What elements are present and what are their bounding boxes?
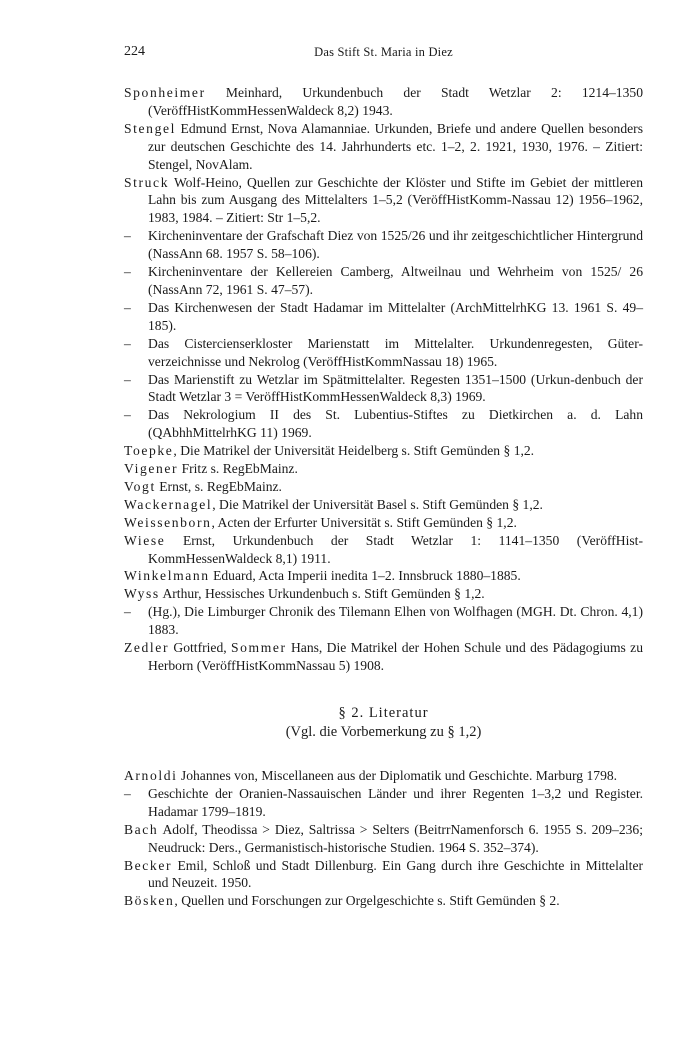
entry-author: Vogt [124, 478, 156, 494]
literature-list [124, 767, 643, 910]
entry-author: Bösken [124, 893, 175, 909]
entry-text: Das Nekrologium II des St. Lubentius-Stiftes zu Dietkirchen a. d. Lahn (QAbhhMittelrhKG 11) 1969. [148, 407, 643, 441]
entry-author: Stengel [124, 120, 176, 136]
bibliography-entry [124, 857, 643, 893]
bibliography-entry [124, 767, 643, 785]
bibliography-entry [124, 120, 643, 174]
entry-text: , Die Matrikel der Universität Basel s. Stift Gemünden § 1,2. [212, 496, 543, 512]
entry-author: Becker [124, 857, 173, 873]
bibliography-entry [124, 174, 643, 228]
entry-author: Wackernagel [124, 496, 213, 512]
entry-text: Johannes von, Miscellaneen aus der Diplomatik und Geschichte. Marburg 1798. [177, 768, 618, 783]
page-number: 224 [124, 44, 145, 59]
entry-text: (Hg.), Die Limburger Chronik des Tilemann Elhen von Wolfhagen (MGH. Dt. Chron. 4,1) 1883. [148, 604, 643, 638]
entry-text: Ernst, s. RegEbMainz. [155, 478, 282, 494]
ditto-dash: – [124, 785, 131, 801]
entry-text: Eduard, Acta Imperii inedita 1–2. Innsbruck 1880–1885. [209, 568, 521, 584]
entry-author: Wiese [124, 532, 166, 548]
entry-text: Fritz s. RegEbMainz. [178, 461, 298, 477]
ditto-dash: – [124, 604, 131, 620]
ditto-dash: – [124, 228, 131, 244]
entry-text: Gottfried, [169, 640, 231, 656]
entry-author: Bach [124, 821, 159, 837]
bibliography-entry [124, 442, 643, 460]
bibliography-entry [124, 460, 643, 478]
entry-author: Toepke [124, 443, 174, 459]
bibliography-entry [124, 406, 643, 442]
bibliography-entry [124, 567, 643, 585]
bibliography-entry [124, 532, 643, 568]
running-title: Das Stift St. Maria in Diez [314, 45, 453, 59]
entry-text: Arthur, Hessisches Urkundenbuch s. Stift Gemünden § 1,2. [159, 586, 485, 602]
entry-text: Ernst, Urkundenbuch der Stadt Wetzlar 1: 1141–1350 (VeröffHist-KommHessenWaldeck 8,1) 1911. [148, 532, 643, 566]
bibliography-entry [124, 299, 643, 335]
bibliography-entry [124, 639, 643, 675]
entry-text: Das Marienstift zu Wetzlar im Spätmittelalter. Regesten 1351–1500 (Urkun-denbuch der Stadt Wetzlar 3 = VeröffHistKommHessenWaldeck 8,3) 1969. [148, 371, 643, 405]
entry-text: , Acten der Erfurter Universität s. Stift Gemünden § 1,2. [211, 514, 517, 530]
entry-author: Vigener [124, 461, 179, 477]
ditto-dash: – [124, 407, 131, 423]
bibliography-entry [124, 335, 643, 371]
bibliography-entry [124, 84, 643, 120]
ditto-dash: – [124, 264, 131, 280]
entry-author: Wyss [124, 586, 160, 602]
entry-text: , Die Matrikel der Universität Heidelberg s. Stift Gemünden § 1,2. [173, 443, 535, 459]
entry-author: Arnoldi [124, 768, 178, 783]
entry-author: Winkelmann [124, 568, 210, 584]
entry-text: Kircheninventare der Grafschaft Diez von 1525/26 und ihr zeitgeschichtlicher Hintergrund (NassAnn 68. 1957 S. 58–106). [148, 228, 643, 262]
bibliography-entry [124, 263, 643, 299]
entry-text: Adolf, Theodissa > Diez, Saltrissa > Selters (BeitrrNamenforsch 6. 1955 S. 209–236; Neudruck: Ders., Germanistisch-historische Studien. 1964 S. 352–374). [148, 821, 643, 855]
entry-author: Weissenborn [124, 514, 212, 530]
entry-text: Das Cistercienserkloster Marienstatt im Mittelalter. Urkundenregesten, Güter-verzeichnisse und Nekrolog (VeröffHistKommNassau 18) 1965. [148, 335, 643, 369]
entry-text: Das Kirchenwesen der Stadt Hadamar im Mittelalter (ArchMittelrhKG 13. 1961 S. 49–185). [148, 299, 643, 333]
ditto-dash: – [124, 335, 131, 351]
bibliography-entry [124, 603, 643, 639]
ditto-dash: – [124, 371, 131, 387]
ditto-dash: – [124, 299, 131, 315]
entry-author: Struck [124, 174, 170, 190]
entry-author: Zedler [124, 640, 170, 656]
entry-text: Wolf-Heino, Quellen zur Geschichte der Klöster und Stifte im Gebiet der mittleren Lahn bis zum Ausgang des Mittelalters 1–5,2 (VeröffHistKomm-Nassau 12) 1956–1962, 1983, 1984. – Zitiert: Str 1–5,2. [148, 174, 643, 226]
section-heading [124, 704, 643, 742]
section-subtitle: (Vgl. die Vorbemerkung zu § 1,2) [285, 724, 482, 740]
page-header [124, 44, 643, 64]
bibliography-entry [124, 514, 643, 532]
bibliography-entry [124, 892, 643, 910]
bibliography-entry [124, 821, 643, 857]
entry-text: Kircheninventare der Kellereien Camberg, Altweilnau und Wehrheim von 1525/ 26 (NassAnn 72, 1961 S. 47–57). [148, 264, 643, 297]
entry-author: Sommer [230, 640, 287, 656]
bibliography-entry [124, 371, 643, 407]
section-title: § 2. Literatur [338, 705, 429, 721]
bibliography-entry [124, 478, 643, 496]
entry-text: , Quellen und Forschungen zur Orgelgeschichte s. Stift Gemünden § 2. [174, 893, 560, 909]
bibliography-entry [124, 785, 643, 821]
entry-text: Emil, Schloß und Stadt Dillenburg. Ein Gang durch ihre Geschichte in Mittelalter und Neuzeit. 1950. [148, 857, 643, 891]
bibliography-entry [124, 585, 643, 603]
entry-text: Meinhard, Urkundenbuch der Stadt Wetzlar 2: 1214–1350 (VeröffHistKommHessenWaldeck 8,2) 1943. [148, 85, 643, 118]
bibliography-entry [124, 496, 643, 514]
entry-author: Sponheimer [124, 85, 206, 100]
bibliography-entry [124, 227, 643, 263]
entry-text: Hans, Die Matrikel der Hohen Schule und des Pädagogiums zu Herborn (VeröffHistKommNassau 5) 1908. [148, 640, 643, 673]
entry-text: Edmund Ernst, Nova Alamanniae. Urkunden, Briefe und andere Quellen besonders zur deutschen Geschichte des 14. Jahrhunderts etc. 1–2, 2. 1921, 1930, 1976. – Zitiert: Stengel, NovAlam. [148, 120, 643, 172]
entry-text: Geschichte der Oranien-Nassauischen Länder und ihrer Regenten 1–3,2 und Register. Hadamar 1799–1819. [148, 785, 643, 819]
source-list [124, 84, 643, 675]
